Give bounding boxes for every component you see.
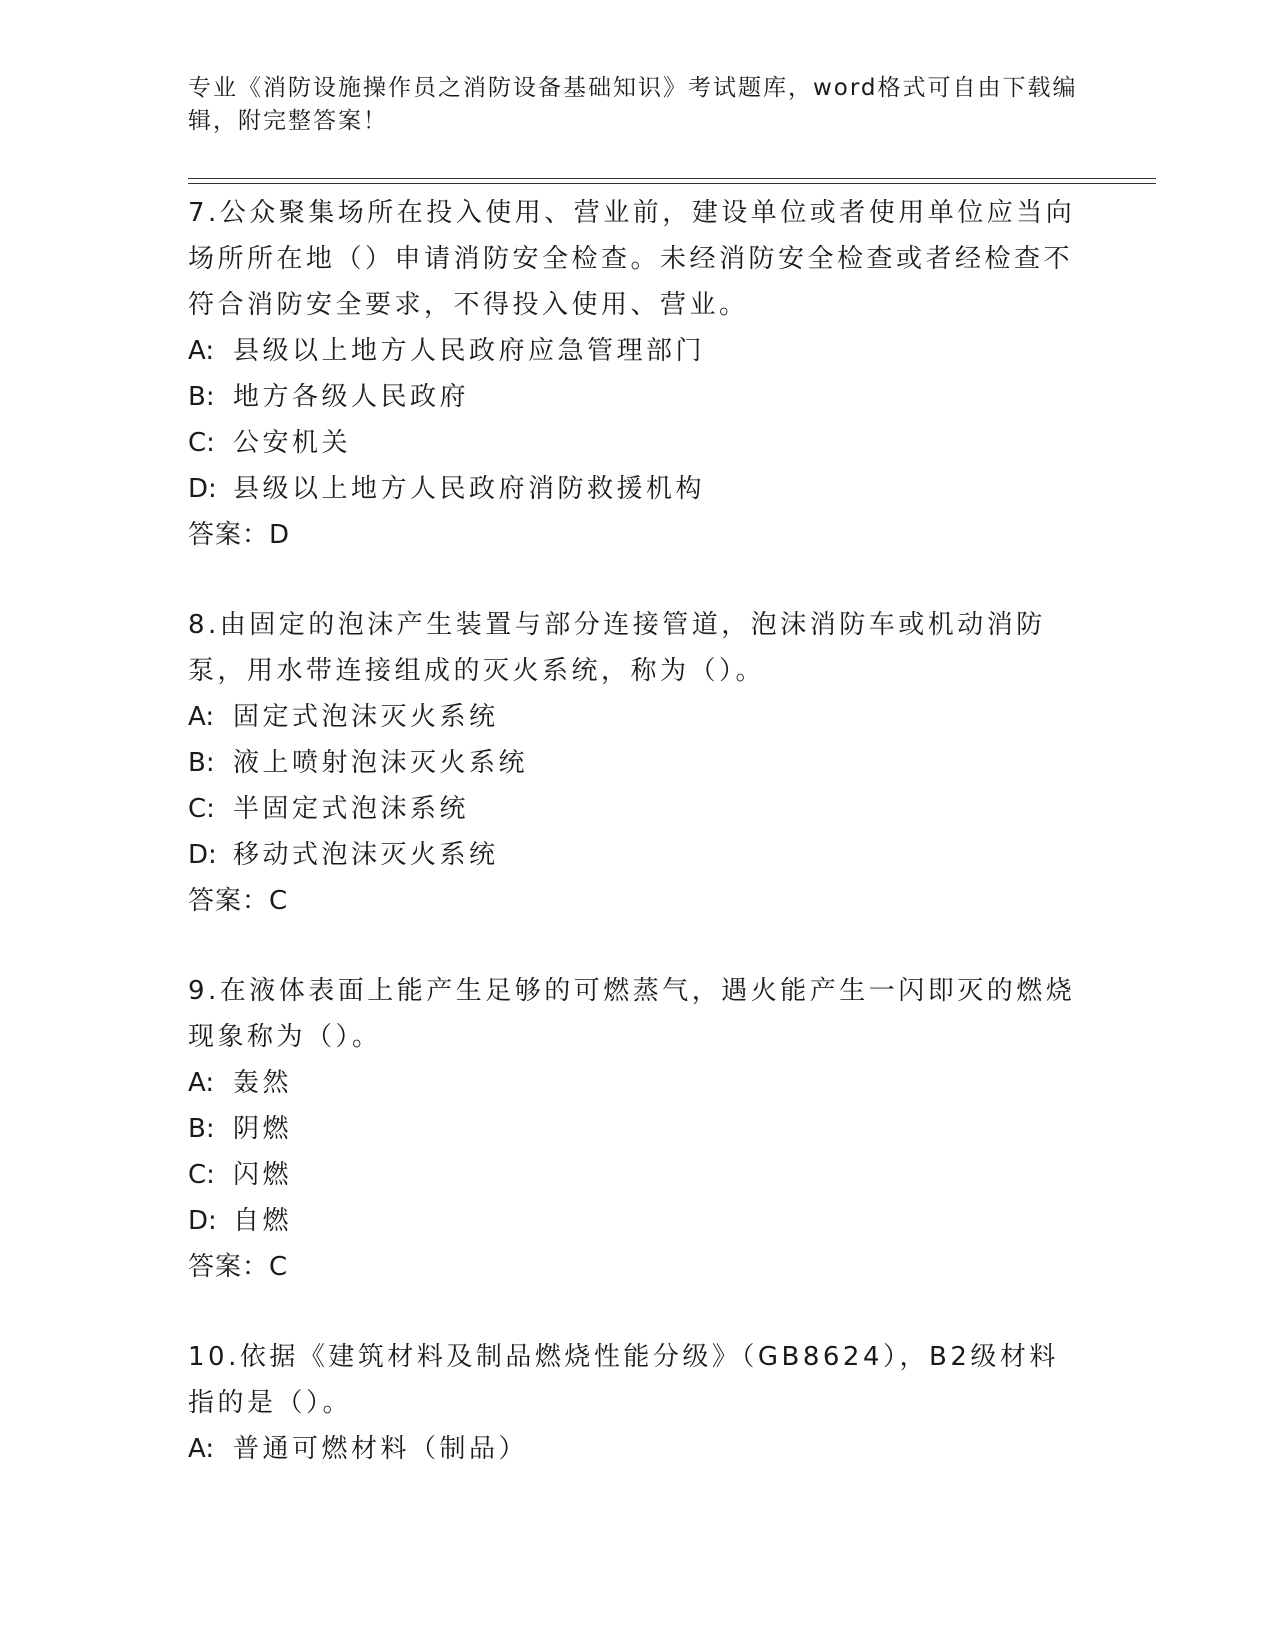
option-letter: C: <box>188 1160 215 1190</box>
option-letter: A: <box>188 1068 215 1098</box>
question-7 <box>188 190 1088 558</box>
option-letter: B: <box>188 382 215 412</box>
option-letter: A: <box>188 1434 215 1464</box>
option-text: 闪燃 <box>233 1160 293 1190</box>
option-text: 县级以上地方人民政府应急管理部门 <box>233 336 706 366</box>
question-10 <box>188 1334 1088 1472</box>
option-text: 固定式泡沫灭火系统 <box>233 702 499 732</box>
question-stem: 10.依据《建筑材料及制品燃烧性能分级》（GB8624），B2级材料指的是（）。 <box>188 1342 1059 1418</box>
question-list <box>188 190 1088 1516</box>
answer-line: 答案：C <box>188 1252 289 1282</box>
option-letter: B: <box>188 1114 215 1144</box>
question-stem: 8.由固定的泡沫产生装置与部分连接管道，泡沫消防车或机动消防泵，用水带连接组成的灭火系统，称为（）。 <box>188 610 1046 686</box>
option-text: 半固定式泡沫系统 <box>233 794 470 824</box>
question-stem: 9.在液体表面上能产生足够的可燃蒸气，遇火能产生一闪即灭的燃烧现象称为（）。 <box>188 976 1076 1052</box>
option-text: 移动式泡沫灭火系统 <box>233 840 499 870</box>
header-divider <box>188 178 1156 179</box>
question-8 <box>188 602 1088 924</box>
option-letter: D: <box>188 1206 217 1236</box>
option-text: 地方各级人民政府 <box>233 382 470 412</box>
option-text: 液上喷射泡沫灭火系统 <box>233 748 529 778</box>
option-b <box>188 740 1088 786</box>
option-text: 公安机关 <box>233 428 352 458</box>
document-header: 专业《消防设施操作员之消防设备基础知识》考试题库，word格式可自由下载编辑，附完整答案！ <box>188 75 1078 134</box>
answer-line: 答案：C <box>188 886 289 916</box>
option-text: 自燃 <box>233 1206 293 1236</box>
answer-line: 答案：D <box>188 520 291 550</box>
option-d <box>188 466 1088 512</box>
option-a <box>188 1060 1088 1106</box>
option-text: 轰然 <box>233 1068 293 1098</box>
option-d <box>188 832 1088 878</box>
option-letter: D: <box>188 840 217 870</box>
option-c <box>188 786 1088 832</box>
question-stem: 7.公众聚集场所在投入使用、营业前，建设单位或者使用单位应当向场所所在地（）申请消防安全检查。未经消防安全检查或者经检查不符合消防安全要求，不得投入使用、营业。 <box>188 198 1076 320</box>
option-a <box>188 328 1088 374</box>
option-b <box>188 1106 1088 1152</box>
option-letter: C: <box>188 794 215 824</box>
question-9 <box>188 968 1088 1290</box>
option-a <box>188 1426 1088 1472</box>
option-letter: D: <box>188 474 217 504</box>
option-c <box>188 1152 1088 1198</box>
option-letter: A: <box>188 702 215 732</box>
option-letter: C: <box>188 428 215 458</box>
option-letter: B: <box>188 748 215 778</box>
option-b <box>188 374 1088 420</box>
option-text: 普通可燃材料（制品） <box>233 1434 529 1464</box>
option-text: 县级以上地方人民政府消防救援机构 <box>233 474 706 504</box>
option-letter: A: <box>188 336 215 366</box>
option-d <box>188 1198 1088 1244</box>
option-c <box>188 420 1088 466</box>
option-text: 阴燃 <box>233 1114 293 1144</box>
header-divider-secondary <box>188 183 1156 184</box>
option-a <box>188 694 1088 740</box>
